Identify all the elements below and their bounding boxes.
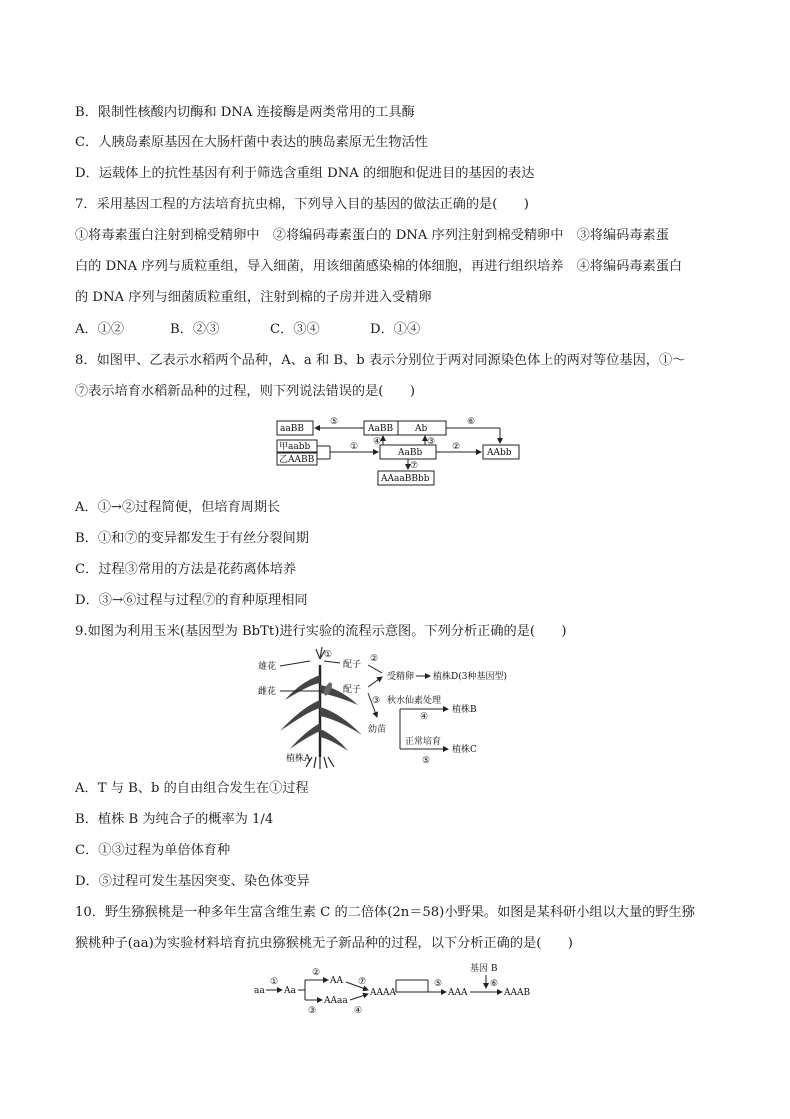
q9-n1: ①: [324, 650, 333, 660]
q8-Ab: Ab: [415, 424, 428, 434]
q8-n5: ⑤: [330, 417, 339, 427]
q9-plantB: 植株B: [452, 705, 477, 715]
q9-maize-diagram: [250, 645, 550, 770]
q10-stem-line-2: 猴桃种子(aa)为实验材料培育抗虫猕猴桃无子新品种的过程，以下分析正确的是( ): [75, 936, 573, 951]
q8-breeding-diagram: [270, 412, 530, 490]
q8-AaBB: AaBB: [368, 424, 394, 434]
q10-n1: ①: [270, 977, 279, 987]
q9-normal: 正常培育: [405, 737, 442, 747]
q9-n4: ④: [420, 712, 429, 722]
q9-plantC: 植株C: [452, 745, 477, 755]
q10-aa: aa: [254, 986, 265, 996]
q8-AaBb: AaBb: [398, 448, 423, 458]
q9-option-d: D．⑤过程可发生基因突变、染色体变异: [75, 874, 310, 889]
q9-plantD: 植株D(3种基因型): [433, 672, 507, 682]
q10-AAA: AAA: [448, 988, 468, 998]
q6-option-c: C．人胰岛素原基因在大肠杆菌中表达的胰岛素原无生物活性: [75, 135, 428, 150]
q7-item-line-3: 的 DNA 序列与细菌质粒重组，注射到棉的子房并进入受精卵: [75, 290, 432, 305]
q7-option-a: A．①②: [75, 322, 125, 337]
q9-plantA: 植株A: [286, 754, 311, 764]
q10-n3: ③: [308, 1006, 317, 1016]
q9-gamete1: 配子: [343, 660, 362, 670]
q7-stem: 7．采用基因工程的方法培育抗虫棉，下列导入目的基因的做法正确的是( ): [75, 197, 529, 212]
q10-n4: ④: [354, 1006, 363, 1016]
q10-AA: AA: [330, 976, 343, 986]
q9-n2: ②: [370, 654, 379, 664]
q8-jia: 甲aabb: [279, 442, 311, 452]
q9-gamete2: 配子: [343, 685, 362, 695]
q10-Aa: Aa: [284, 986, 296, 996]
q8-n4: ④: [373, 437, 382, 447]
q8-n2: ②: [452, 442, 461, 452]
q9-stem: 9.如图为利用玉米(基因型为 BbTt)进行实验的流程示意图。下列分析正确的是( ): [75, 624, 567, 639]
q8-stem-line-2: ⑦表示培育水稻新品种的过程，则下列说法错误的是( ): [75, 384, 415, 399]
q9-male: 雄花: [258, 662, 277, 672]
q6-option-b: B．限制性核酸内切酶和 DNA 连接酶是两类常用的工具酶: [75, 105, 415, 120]
q9-option-b: B．植株 B 为纯合子的概率为 1/4: [75, 812, 274, 827]
q9-option-c: C．①③过程为单倍体育种: [75, 843, 231, 858]
q8-AAbb: AAbb: [487, 448, 512, 458]
q8-n7: ⑦: [410, 461, 419, 471]
q8-option-c: C．过程③常用的方法是花药离体培养: [75, 562, 297, 577]
q9-seedling: 幼苗: [368, 725, 387, 735]
q7-option-c: C．③④: [270, 322, 320, 337]
q8-option-a: A．①→②过程简便，但培育周期长: [75, 500, 281, 515]
q10-AAAB: AAAB: [504, 988, 531, 998]
q10-n5: ⑤: [434, 979, 443, 989]
q7-option-b: B．②③: [170, 322, 220, 337]
q8-aaBB: aaBB: [280, 424, 304, 434]
q8-option-d: D．③→⑥过程与过程⑦的育种原理相同: [75, 593, 308, 608]
q9-colch: 秋水仙素处理: [387, 696, 442, 706]
q7-item-line-2: 白的 DNA 序列与质粒重组，导入细菌，用该细菌感染棉的体细胞，再进行组织培养 ④将编码毒素蛋白: [75, 259, 683, 274]
q7-item-line-1: ①将毒素蛋白注射到棉受精卵中 ②将编码毒素蛋白的 DNA 序列注射到棉受精卵中 ③将编码毒素蛋: [75, 228, 669, 243]
q10-geneB: 基因 B: [470, 964, 498, 974]
q10-AAaa: AAaa: [324, 996, 348, 1006]
q8-stem-line-1: 8．如图甲、乙表示水稻两个品种，A、a 和 B、b 表示分别位于两对同源染色体上的两对等位基因，①～: [75, 353, 686, 368]
q10-stem-line-1: 10．野生猕猴桃是一种多年生富含维生素 C 的二倍体(2n＝58)小野果。如图是某科研小组以大量的野生猕: [75, 905, 695, 920]
q9-fert: 受精卵: [387, 672, 415, 682]
q9-option-a: A．T 与 B、b 的自由组合发生在①过程: [75, 781, 309, 796]
q10-n7: ⑦: [358, 977, 367, 987]
q8-n6: ⑥: [467, 417, 476, 427]
q6-option-d: D．运载体上的抗性基因有利于筛选含重组 DNA 的细胞和促进目的基因的表达: [75, 166, 535, 181]
q9-n3: ③: [372, 696, 381, 706]
q8-AAaaBBbb: AAaaBBbb: [381, 474, 430, 484]
q10-n6: ⑥: [490, 979, 499, 989]
q8-n3: ③: [427, 437, 436, 447]
q10-AAAA: AAAA: [370, 988, 396, 998]
q9-female: 雌花: [258, 687, 277, 697]
q8-n1: ①: [350, 442, 359, 452]
q10-n2: ②: [312, 968, 321, 978]
q9-n5: ⑤: [422, 756, 431, 766]
q7-option-d: D．①④: [370, 322, 421, 337]
q10-kiwi-diagram: [250, 962, 550, 1017]
q8-yi: 乙AABB: [279, 455, 315, 465]
q8-option-b: B．①和⑦的变异都发生于有丝分裂间期: [75, 531, 309, 546]
